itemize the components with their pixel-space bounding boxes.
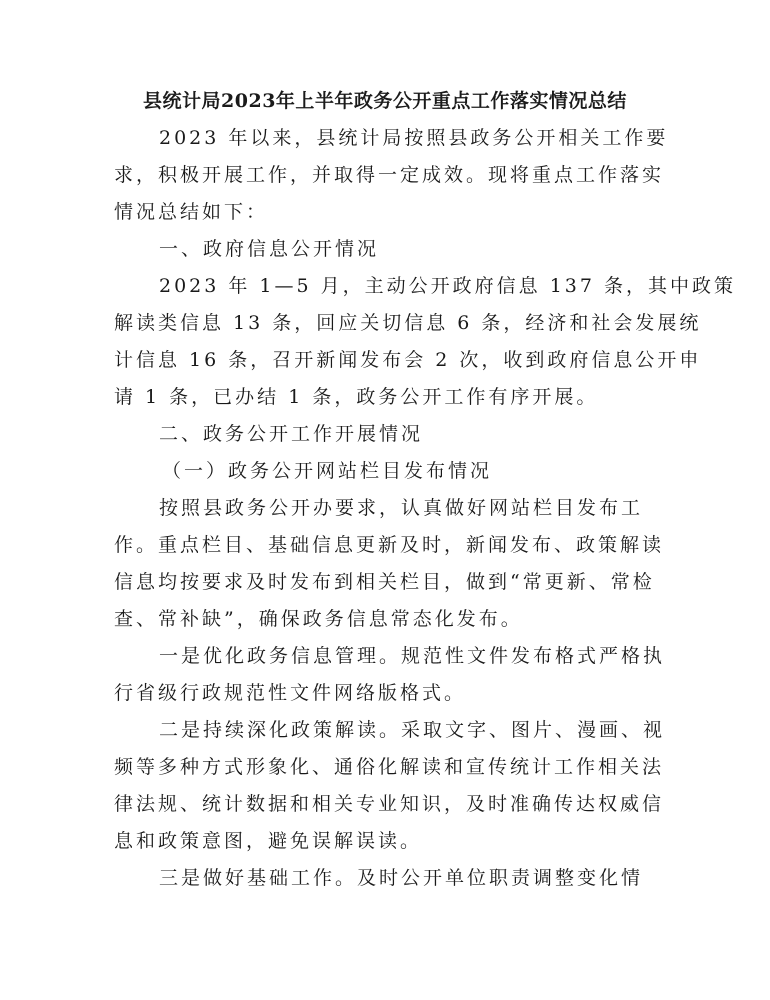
section-heading: 一、政府信息公开情况 [159, 238, 380, 260]
paragraph-line: 求，积极开展工作，并取得一定成效。现将重点工作落实 [114, 164, 665, 186]
paragraph-line: 频等多种方式形象化、通俗化解读和宣传统计工作相关法 [114, 756, 665, 778]
paragraph-line: 二是持续深化政策解读。采取文字、图片、漫画、视 [159, 719, 666, 741]
paragraph-line: 三是做好基础工作。及时公开单位职责调整变化情 [159, 867, 644, 889]
paragraph-line: 计信息 16 条，召开新闻发布会 2 次，收到政府信息公开申 [114, 349, 702, 371]
paragraph-line: 按照县政务公开办要求，认真做好网站栏目发布工 [159, 497, 644, 519]
paragraph-line: 一是优化政务信息管理。规范性文件发布格式严格执 [159, 645, 666, 667]
paragraph-line: 查、常补缺”，确保政务信息常态化发布。 [114, 608, 523, 630]
paragraph-line: 律法规、统计数据和相关专业知识，及时准确传达权威信 [114, 793, 665, 815]
document-title: 县统计局2023年上半年政务公开重点工作落实情况总结 [143, 90, 627, 112]
paragraph-line: 2023 年以来，县统计局按照县政务公开相关工作要 [159, 127, 669, 149]
paragraph-line: 请 1 条，已办结 1 条，政务公开工作有序开展。 [114, 386, 599, 408]
paragraph-line: 解读类信息 13 条，回应关切信息 6 条，经济和社会发展统 [114, 312, 702, 334]
paragraph-line: 信息均按要求及时发布到相关栏目，做到“常更新、常检 [114, 571, 655, 593]
subsection-heading: （一）政务公开网站栏目发布情况 [162, 460, 493, 482]
paragraph-line: 情况总结如下： [114, 201, 269, 223]
section-heading: 二、政务公开工作开展情况 [159, 423, 424, 445]
paragraph-line: 行省级行政规范性文件网络版格式。 [114, 682, 467, 704]
paragraph-line: 作。重点栏目、基础信息更新及时，新闻发布、政策解读 [114, 534, 665, 556]
paragraph-line: 2023 年 1—5 月，主动公开政府信息 137 条，其中政策 [159, 275, 736, 297]
paragraph-line: 息和政策意图，避免误解误读。 [114, 830, 423, 852]
